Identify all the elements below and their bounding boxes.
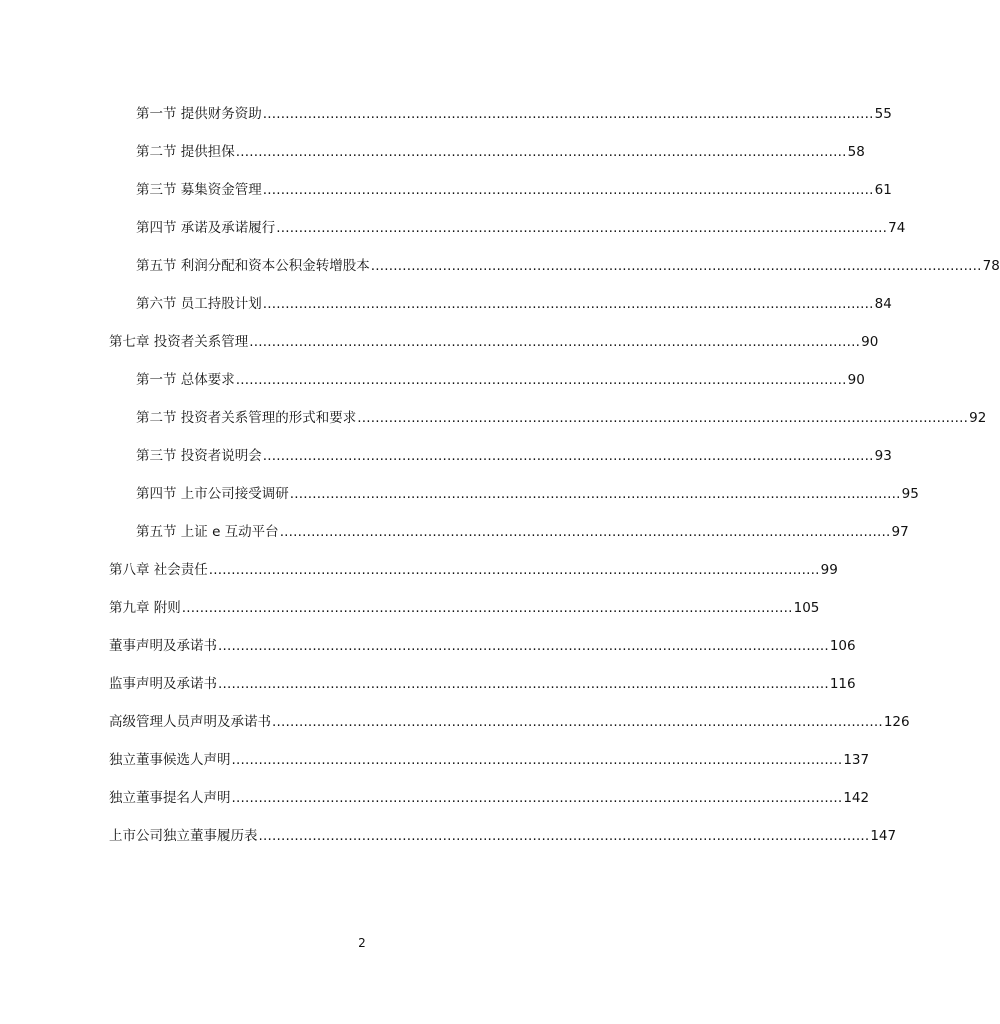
toc-entry[interactable] [136,446,892,466]
toc-entry-title: 高级管理人员声明及承诺书 [109,714,271,730]
toc-entry-title: 第八章 社会责任 [109,562,208,578]
toc-entry-page: 106 [829,638,856,654]
toc-entry-page: 137 [843,752,870,768]
toc-entry[interactable] [136,294,892,314]
toc-entry-page: 99 [820,562,838,578]
toc-dot-leader: ........................................................................................................................................ [262,182,874,198]
toc-dot-leader: ........................................................................................................................................ [258,828,870,844]
toc-entry-title: 第五节 上证 e 互动平台 [136,524,279,540]
toc-entry-page: 97 [891,524,909,540]
toc-dot-leader: ........................................................................................................................................ [272,714,883,730]
toc-dot-leader: ........................................................................................................................................ [231,790,843,806]
page-number: 2 [358,936,366,950]
toc-entry[interactable] [109,826,897,846]
toc-entry-title: 第五节 利润分配和资本公积金转增股本 [136,258,370,274]
toc-entry[interactable] [109,560,838,580]
toc-entry-title: 第九章 附则 [109,600,181,616]
toc-entry[interactable] [136,370,865,390]
toc-entry[interactable] [109,674,856,694]
toc-dot-leader: ........................................................................................................................................ [276,220,888,236]
toc-dot-leader: ........................................................................................................................................ [279,524,891,540]
toc-dot-leader: ........................................................................................................................................ [262,296,874,312]
toc-entry-page: 78 [982,258,1000,274]
toc-entry-page: 90 [861,334,879,350]
toc-dot-leader: ........................................................................................................................................ [370,258,982,274]
toc-entry-title: 第四节 承诺及承诺履行 [136,220,276,236]
toc-entry-title: 第二节 投资者关系管理的形式和要求 [136,410,357,426]
toc-entry-title: 董事声明及承诺书 [109,638,217,654]
toc-entry-page: 142 [843,790,870,806]
toc-entry-page: 105 [793,600,820,616]
toc-entry-title: 第七章 投资者关系管理 [109,334,249,350]
toc-dot-leader: ........................................................................................................................................ [231,752,843,768]
toc-entry-page: 126 [883,714,910,730]
toc-entry-title: 上市公司独立董事履历表 [109,828,258,844]
toc-entry[interactable] [136,522,909,542]
toc-dot-leader: ........................................................................................................................................ [218,676,829,692]
toc-entry[interactable] [109,636,856,656]
toc-dot-leader: ........................................................................................................................................ [262,106,874,122]
toc-entry[interactable] [136,408,987,428]
toc-entry-title: 独立董事候选人声明 [109,752,231,768]
toc-entry-title: 第四节 上市公司接受调研 [136,486,289,502]
toc-dot-leader: ........................................................................................................................................ [357,410,969,426]
toc-entry[interactable] [109,598,820,618]
toc-entry-title: 第二节 提供担保 [136,144,235,160]
toc-dot-leader: ........................................................................................................................................ [289,486,901,502]
toc-entry-page: 61 [874,182,892,198]
toc-dot-leader: ........................................................................................................................................ [208,562,820,578]
toc-entry[interactable] [109,332,879,352]
toc-entry[interactable] [109,712,910,732]
toc-entry-page: 84 [874,296,892,312]
toc-dot-leader: ........................................................................................................................................ [249,334,861,350]
toc-entry-page: 147 [870,828,897,844]
toc-entry-title: 第三节 投资者说明会 [136,448,262,464]
toc-entry[interactable] [136,180,892,200]
toc-entry[interactable] [109,750,870,770]
toc-entry-page: 95 [901,486,919,502]
toc-dot-leader: ........................................................................................................................................ [235,372,847,388]
toc-entry[interactable] [136,104,892,124]
toc-entry-title: 第一节 总体要求 [136,372,235,388]
toc-entry-page: 116 [829,676,856,692]
toc-dot-leader: ........................................................................................................................................ [262,448,874,464]
toc-entry[interactable] [136,218,906,238]
toc-entry-page: 55 [874,106,892,122]
toc-entry-page: 93 [874,448,892,464]
toc-entry-page: 90 [847,372,865,388]
toc-entry[interactable] [136,256,1000,276]
toc-entry-title: 独立董事提名人声明 [109,790,231,806]
toc-entry-title: 第一节 提供财务资助 [136,106,262,122]
toc-entry[interactable] [109,788,870,808]
toc-entry-title: 监事声明及承诺书 [109,676,217,692]
toc-dot-leader: ........................................................................................................................................ [235,144,847,160]
toc-entry-page: 92 [969,410,987,426]
toc-entry-title: 第三节 募集资金管理 [136,182,262,198]
toc-entry-page: 58 [847,144,865,160]
toc-dot-leader: ........................................................................................................................................ [181,600,793,616]
toc-entry-page: 74 [888,220,906,236]
toc-dot-leader: ........................................................................................................................................ [218,638,829,654]
toc-entry[interactable] [136,142,865,162]
toc-entry-title: 第六节 员工持股计划 [136,296,262,312]
toc-entry[interactable] [136,484,919,504]
